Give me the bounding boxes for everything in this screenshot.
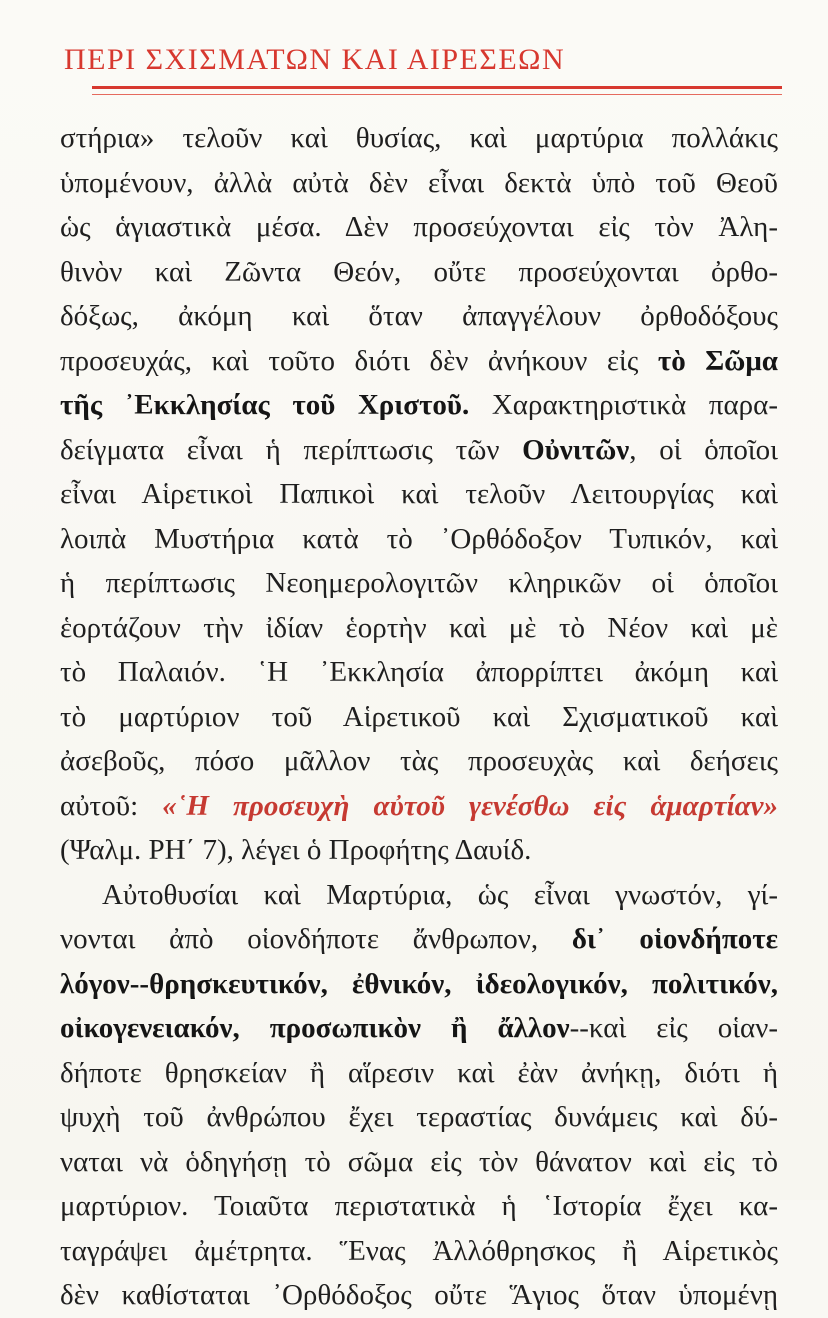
text-line: ταγράψει ἀμέτρητα. Ἕνας Ἀλλόθρησκος ἢ Αἱρετικὸς: [60, 1234, 778, 1267]
text-line: [60, 383, 778, 428]
text-line: δήποτε θρησκείαν ἢ αἵρεσιν καὶ ἐὰν ἀνήκῃ, διότι ἡ: [60, 1056, 778, 1089]
text-line: ψυχὴ τοῦ ἀνθρώπου ἔχει τεραστίας δυνάμεις καὶ δύ-: [60, 1101, 778, 1133]
running-header: ΠΕΡΙ ΣΧΙΣΜΑΤΩΝ ΚΑΙ ΑΙΡΕΣΕΩΝ: [64, 43, 566, 76]
text-run: --καὶ εἰς οἱαν-: [569, 1012, 778, 1044]
psalm-quote: «῾Η προσευχὴ αὐτοῦ γενέσθω εἰς ἁμαρτίαν»: [162, 789, 779, 822]
text-run: αὐτοῦ:: [60, 789, 163, 822]
text-run: δείγματα εἶναι ἡ περίπτωσις τῶν: [60, 433, 523, 466]
text-line: τὸ Παλαιόν. ῾Η ᾿Εκκλησία ἀπορρίπτει ἀκόμη καὶ: [60, 656, 778, 688]
text-line: εἶναι Αἱρετικοὶ Παπικοὶ καὶ τελοῦν Λειτουργίας καὶ: [60, 478, 778, 510]
text-line: λοιπὰ Μυστήρια κατὰ τὸ ᾿Ορθόδοξον Τυπικόν, καὶ: [60, 522, 778, 555]
text-line: στήρια» τελοῦν καὶ θυσίας, καὶ μαρτύρια πολλάκις: [60, 122, 778, 154]
text-line: [60, 917, 778, 962]
text-run: προσευχάς, καὶ τοῦτο διότι δὲν ἀνήκουν εἰς: [60, 344, 658, 377]
bold-phrase: Οὐνιτῶν: [522, 433, 630, 466]
text-line: ἑορτάζουν τὴν ἰδίαν ἑορτὴν καὶ μὲ τὸ Νέον καὶ μὲ: [60, 611, 778, 644]
bold-phrase: λόγον--θρησκευτικόν, ἐθνικόν, ἰδεολογικόν, πολιτικόν,: [60, 967, 778, 1000]
text-run: Χαρακτηριστικὰ παρα-: [469, 389, 778, 421]
text-line: (Ψαλμ. ΡΗ΄ 7), λέγει ὁ Προφήτης Δαυίδ.: [60, 834, 532, 866]
text-line: [60, 428, 778, 473]
bold-phrase: τὸ Σῶμα: [657, 344, 778, 377]
bold-phrase: τῆς ᾿Εκκλησίας τοῦ Χριστοῦ.: [60, 389, 470, 421]
text-line: ναται νὰ ὁδηγήσῃ τὸ σῶμα εἰς τὸν θάνατον καὶ εἰς τὸ: [60, 1145, 778, 1178]
text-line: [60, 784, 778, 829]
header-rule-thin: [92, 94, 782, 95]
text-line: θινὸν καὶ Ζῶντα Θεόν, οὔτε προσεύχονται ὀρθο-: [60, 255, 778, 288]
text-line: ὑπομένουν, ἀλλὰ αὐτὰ δὲν εἶναι δεκτὰ ὑπὸ τοῦ Θεοῦ: [60, 166, 778, 199]
text-line: δὲν καθίσταται ᾿Ορθόδοξος οὔτε Ἅγιος ὅταν ὑπομένῃ: [60, 1279, 778, 1311]
text-line: ἀσεβοῦς, πόσο μᾶλλον τὰς προσευχὰς καὶ δεήσεις: [60, 745, 778, 777]
text-line: τὸ μαρτύριον τοῦ Αἱρετικοῦ καὶ Σχισματικοῦ καὶ: [60, 700, 778, 733]
text-line: [60, 1006, 778, 1051]
header-rule-thick: [92, 86, 782, 89]
text-line: [60, 339, 778, 384]
body-text: [60, 116, 778, 1318]
text-line: ἡ περίπτωσις Νεοημερολογιτῶν κληρικῶν οἱ ὁποῖοι: [60, 567, 778, 599]
text-line: δόξως, ἀκόμη καὶ ὅταν ἀπαγγέλουν ὀρθοδόξους: [60, 300, 778, 332]
bold-phrase: οἰκογενειακόν, προσωπικὸν ἢ ἄλλον: [60, 1012, 570, 1044]
text-line: Αὐτοθυσίαι καὶ Μαρτύρια, ὡς εἶναι γνωστόν, γί-: [102, 878, 778, 911]
bold-phrase: δι᾿ οἱονδήποτε: [571, 923, 778, 955]
text-line: [60, 962, 778, 1007]
text-run: νονται ἀπὸ οἱονδήποτε ἄνθρωπον,: [60, 923, 572, 955]
text-line: ὡς ἁγιαστικὰ μέσα. Δὲν προσεύχονται εἰς τὸν Ἀλη-: [60, 211, 778, 243]
text-run: , οἱ ὁποῖοι: [629, 433, 778, 466]
text-line: μαρτύριον. Τοιαῦτα περιστατικὰ ἡ ῾Ιστορία ἔχει κα-: [60, 1190, 778, 1222]
